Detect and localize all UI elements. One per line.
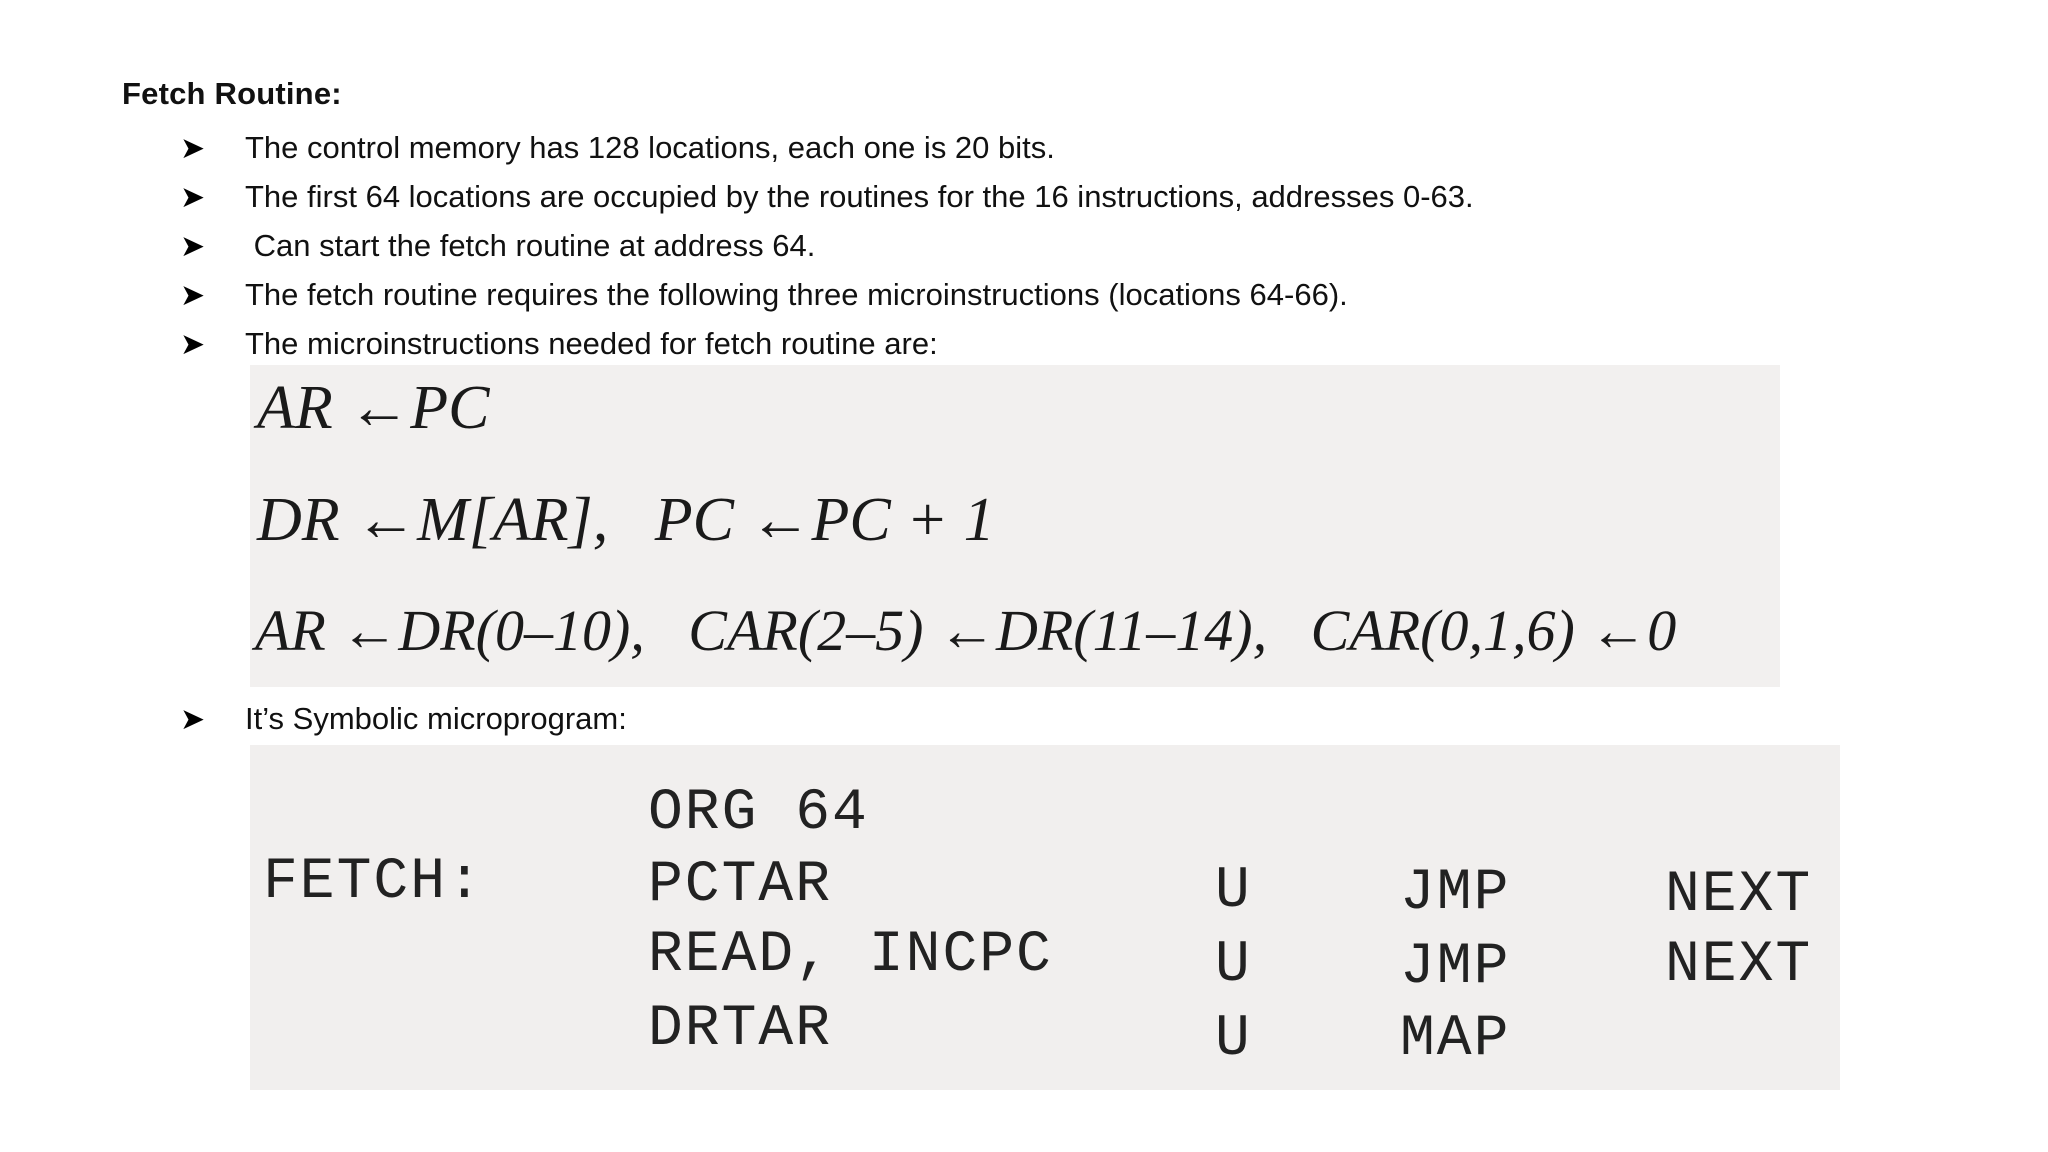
bullet-item	[180, 177, 1474, 218]
microinstruction-scan	[250, 365, 1780, 687]
bullet-text: The control memory has 128 locations, each one is 20 bits.	[245, 130, 1055, 165]
bullet-item	[180, 324, 938, 365]
bullet-text: The microinstructions needed for fetch routine are:	[245, 326, 938, 361]
microinstruction-1: AR ←PC	[257, 374, 490, 442]
microinstruction-3: AR ←DR(0–10), CAR(2–5) ←DR(11–14), CAR(0,1,6) ←0	[255, 598, 1677, 663]
branch-field: JMP	[1400, 935, 1511, 1000]
bullet-text: The first 64 locations are occupied by the routines for the 16 instructions, addresses 0-63.	[245, 179, 1474, 214]
bullet-item	[180, 128, 1055, 169]
condition-field: U	[1215, 933, 1252, 998]
bullet-item	[180, 226, 815, 267]
arrow-bullet-icon: ➤	[180, 132, 206, 165]
address-field: NEXT	[1665, 933, 1813, 998]
bullet-item	[180, 699, 627, 740]
arrow-bullet-icon: ➤	[180, 703, 206, 736]
bullet-text: The fetch routine requires the following three microinstructions (locations 64-66).	[245, 277, 1348, 312]
branch-field: JMP	[1400, 861, 1511, 926]
bullet-item	[180, 275, 1348, 316]
condition-field: U	[1215, 1007, 1252, 1072]
branch-field: MAP	[1400, 1007, 1511, 1072]
condition-field: U	[1215, 859, 1252, 924]
op-field: PCTAR	[648, 853, 833, 918]
fetch-label: FETCH:	[263, 850, 484, 915]
bullet-text: Can start the fetch routine at address 64.	[245, 228, 816, 263]
symbolic-label: It’s Symbolic microprogram:	[245, 701, 627, 736]
arrow-bullet-icon: ➤	[180, 230, 206, 263]
microinstruction-2: DR ←M[AR], PC ←PC + 1	[257, 486, 995, 554]
op-field: DRTAR	[648, 997, 833, 1062]
op-field: READ, INCPC	[648, 923, 1053, 988]
address-field: NEXT	[1665, 863, 1813, 928]
arrow-bullet-icon: ➤	[180, 328, 206, 361]
arrow-bullet-icon: ➤	[180, 279, 206, 312]
org-directive: ORG 64	[648, 781, 869, 846]
microprogram-scan	[250, 745, 1840, 1090]
page-title: Fetch Routine:	[122, 76, 342, 111]
arrow-bullet-icon: ➤	[180, 181, 206, 214]
